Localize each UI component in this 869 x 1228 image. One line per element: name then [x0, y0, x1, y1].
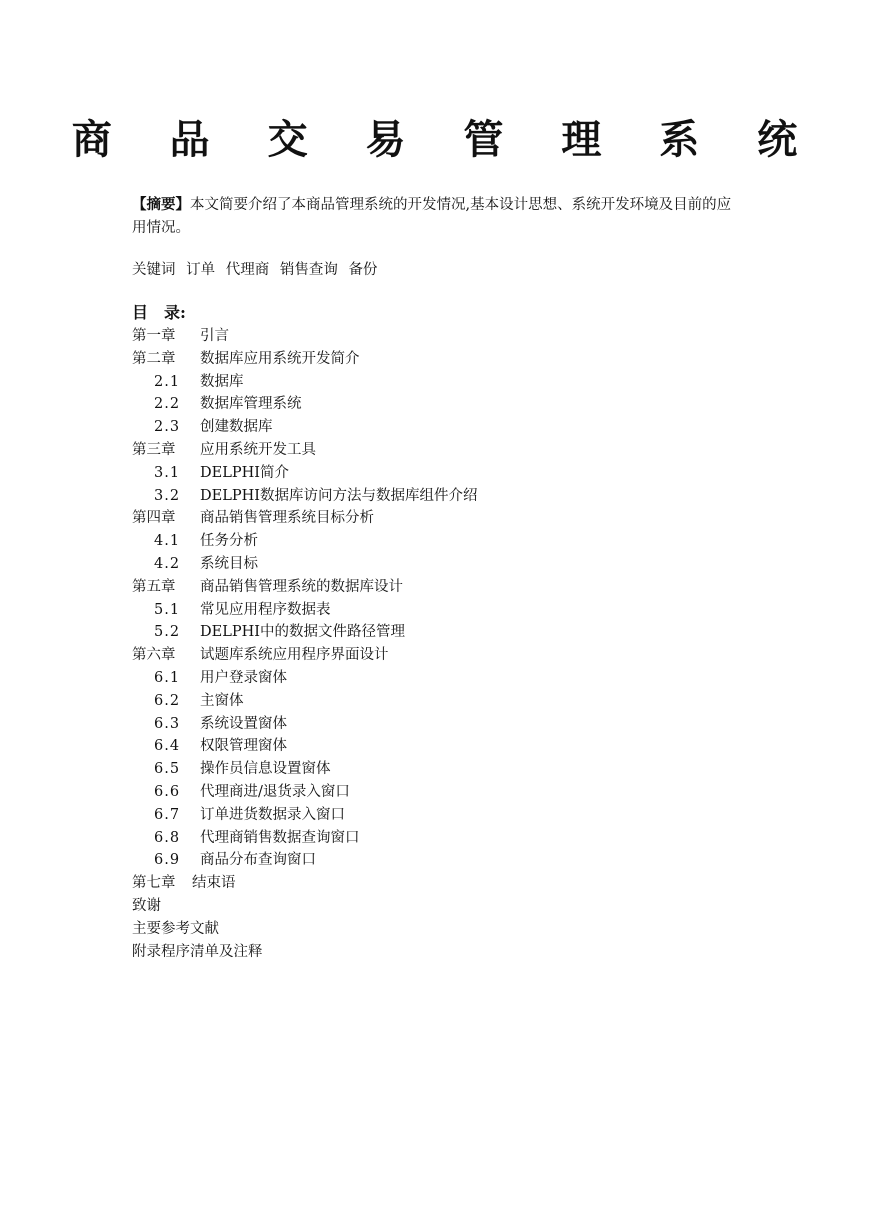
- toc-entry-text: 商品分布查询窗口: [200, 852, 316, 869]
- toc-entry-number: 3.1: [154, 464, 181, 481]
- toc-entry-text: 代理商进/退货录入窗口: [200, 783, 350, 800]
- toc-entry: [132, 576, 752, 599]
- toc-entry-text: 数据库管理系统: [200, 396, 302, 413]
- toc-entry-text: 数据库应用系统开发简介: [200, 350, 360, 367]
- toc-entry-text: DELPHI简介: [200, 464, 289, 481]
- toc-entry: [132, 530, 752, 553]
- toc-entry-text: 商品销售管理系统的数据库设计: [200, 578, 403, 595]
- toc-entry: [132, 735, 752, 758]
- toc-entry-text: 附录程序清单及注释: [132, 943, 263, 960]
- keyword-item: 备份: [348, 262, 378, 278]
- toc-heading: 目 录:: [132, 303, 186, 322]
- toc-entry: [132, 895, 752, 918]
- toc-entry: [132, 393, 752, 416]
- toc-entry: [132, 918, 752, 941]
- keyword-item: 销售查询: [279, 262, 338, 278]
- toc-entry: [132, 667, 752, 690]
- toc-entry: [132, 804, 752, 827]
- toc-entry-number: 3.2: [154, 487, 181, 504]
- toc-entry: [132, 439, 752, 462]
- toc-entry: [132, 599, 752, 622]
- toc-entry: [132, 758, 752, 781]
- toc-entry-text: 任务分析: [200, 533, 258, 550]
- toc-entry-text: DELPHI数据库访问方法与数据库组件介绍: [200, 487, 478, 504]
- keyword-item: 代理商: [225, 262, 270, 278]
- toc-entry: [132, 941, 752, 964]
- toc-entry: [132, 621, 752, 644]
- toc-entry-number: 6.3: [154, 715, 181, 732]
- toc-entry-number: 6.4: [154, 738, 181, 755]
- toc-entry-number: 4.2: [154, 555, 181, 572]
- abstract-text: 本文简要介绍了本商品管理系统的开发情况,基本设计思想、系统开发环境及目前的应用情况。: [132, 197, 732, 236]
- abstract-label: 【摘要】: [132, 196, 190, 213]
- toc-entry-text: 主要参考文献: [132, 920, 219, 937]
- toc-entry: [132, 872, 752, 895]
- toc-entry: [132, 325, 752, 348]
- toc-entry-text: 结束语: [192, 875, 236, 892]
- document-title: 商 品 交 易 管 理 系 统: [71, 116, 820, 163]
- toc-entry-text: 代理商销售数据查询窗口: [200, 829, 360, 846]
- toc-entry-number: 第五章: [132, 578, 176, 595]
- toc-entry-number: 第三章: [132, 441, 176, 458]
- toc-entry-number: 4.1: [154, 533, 181, 550]
- toc-entry-text: 系统设置窗体: [200, 715, 287, 732]
- toc-entry: [132, 485, 752, 508]
- toc-entry-text: 权限管理窗体: [200, 738, 287, 755]
- table-of-contents: [132, 325, 752, 963]
- toc-entry-text: 主窗体: [200, 692, 244, 709]
- keywords-line: [132, 259, 383, 281]
- toc-entry-text: DELPHI中的数据文件路径管理: [200, 624, 405, 641]
- toc-entry-number: 第四章: [132, 510, 176, 527]
- toc-entry-number: 6.7: [154, 806, 181, 823]
- toc-entry-number: 第二章: [132, 350, 176, 367]
- toc-entry: [132, 849, 752, 872]
- toc-entry-text: 商品销售管理系统目标分析: [200, 510, 374, 527]
- toc-entry-text: 数据库: [200, 373, 244, 390]
- toc-entry-text: 引言: [200, 328, 229, 344]
- toc-entry-number: 2.2: [154, 396, 181, 413]
- toc-entry-text: 应用系统开发工具: [200, 441, 316, 458]
- toc-entry-number: 第一章: [132, 328, 176, 344]
- toc-entry: [132, 713, 752, 736]
- abstract-paragraph: [132, 193, 744, 240]
- toc-entry-text: 试题库系统应用程序界面设计: [200, 647, 389, 664]
- toc-entry-text: 用户登录窗体: [200, 669, 287, 686]
- toc-entry-number: 6.9: [154, 852, 181, 869]
- toc-entry-text: 常见应用程序数据表: [200, 601, 331, 618]
- toc-entry: [132, 416, 752, 439]
- toc-entry-number: 2.1: [154, 373, 181, 390]
- toc-entry-number: 5.2: [154, 624, 181, 641]
- toc-entry-number: 6.5: [154, 761, 181, 778]
- toc-entry-number: 2.3: [154, 419, 181, 436]
- toc-entry-number: 6.2: [154, 692, 181, 709]
- toc-entry: [132, 827, 752, 850]
- toc-entry: [132, 348, 752, 371]
- toc-entry-text: 致谢: [132, 897, 161, 914]
- toc-entry-text: 系统目标: [200, 555, 258, 572]
- toc-entry-number: 6.6: [154, 783, 181, 800]
- toc-entry-text: 创建数据库: [200, 419, 273, 436]
- toc-entry-text: 订单进货数据录入窗口: [200, 806, 345, 823]
- toc-entry-number: 第七章: [132, 875, 176, 892]
- toc-entry: [132, 553, 752, 576]
- keywords-label: 关键词: [132, 262, 176, 278]
- toc-entry: [132, 781, 752, 804]
- toc-entry: [132, 644, 752, 667]
- toc-entry-number: 6.8: [154, 829, 181, 846]
- keyword-item: 订单: [186, 262, 216, 278]
- toc-entry: [132, 690, 752, 713]
- toc-entry: [132, 462, 752, 485]
- toc-entry: [132, 371, 752, 394]
- toc-entry-number: 6.1: [154, 669, 181, 686]
- toc-entry-text: 操作员信息设置窗体: [200, 761, 331, 778]
- toc-entry-number: 第六章: [132, 647, 176, 664]
- toc-entry-number: 5.1: [154, 601, 181, 618]
- toc-entry: [132, 507, 752, 530]
